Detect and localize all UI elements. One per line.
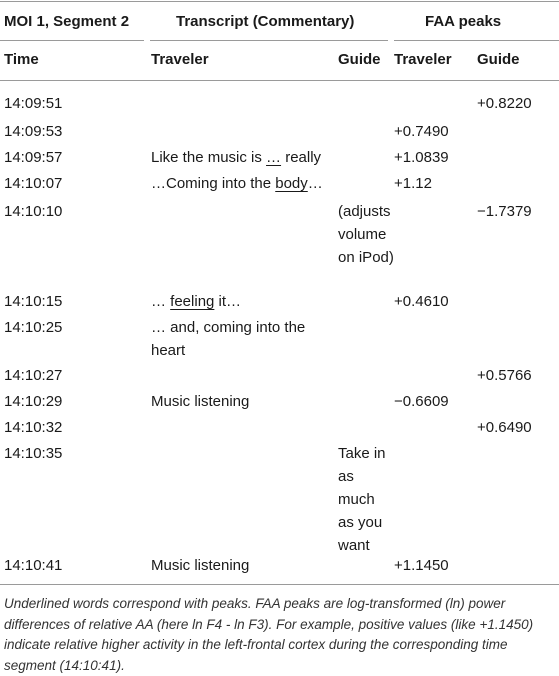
row-time: 14:09:57 bbox=[4, 149, 63, 166]
row-traveler-transcript: Music listening bbox=[151, 393, 250, 410]
row-faa-guide: +0.6490 bbox=[477, 419, 532, 436]
row-guide-transcript: Take in as much as you want bbox=[338, 445, 386, 554]
header-faa-peaks: FAA peaks bbox=[425, 13, 502, 30]
group-rule-middle bbox=[150, 40, 388, 41]
row-time: 14:10:27 bbox=[4, 367, 63, 384]
row-faa-traveler: +1.0839 bbox=[394, 149, 449, 166]
header-moi-segment: MOI 1, Segment 2 bbox=[4, 13, 130, 30]
row-guide-transcript: (adjusts volume on iPod) bbox=[338, 203, 394, 266]
underlined-peak-word: … bbox=[266, 149, 282, 166]
row-faa-traveler: +1.1450 bbox=[394, 557, 449, 574]
header-rule bbox=[0, 80, 559, 81]
row-traveler-transcript: … feeling it… bbox=[151, 293, 242, 310]
subheader-faa-guide: Guide bbox=[477, 51, 520, 68]
top-rule bbox=[0, 1, 559, 2]
row-traveler-transcript: Like the music is … really bbox=[151, 149, 322, 166]
subheader-traveler: Traveler bbox=[151, 51, 209, 68]
group-rule-right bbox=[394, 40, 559, 41]
row-faa-traveler: +0.7490 bbox=[394, 123, 449, 140]
row-time: 14:10:32 bbox=[4, 419, 63, 436]
subheader-faa-traveler: Traveler bbox=[394, 51, 452, 68]
subheader-guide: Guide bbox=[338, 51, 381, 68]
group-rule-left bbox=[0, 40, 144, 41]
row-traveler-transcript: … and, coming into the heart bbox=[151, 319, 306, 359]
header-transcript: Transcript (Commentary) bbox=[176, 13, 355, 30]
table-footnote: Underlined words correspond with peaks. FAA peaks are log-transformed (ln) power differences of relative AA (here ln F4 - ln F3). For example, positive values (like +1.1450) indicate relative higher activity in the left-frontal cortex during the corresponding time segment (14:10:41). bbox=[4, 596, 534, 673]
underlined-peak-word: body bbox=[275, 175, 308, 192]
row-traveler-transcript: …Coming into the body… bbox=[151, 175, 323, 192]
row-time: 14:10:41 bbox=[4, 557, 63, 574]
row-faa-guide: +0.5766 bbox=[477, 367, 532, 384]
row-time: 14:10:10 bbox=[4, 203, 63, 220]
row-faa-guide: +0.8220 bbox=[477, 95, 532, 112]
row-time: 14:10:07 bbox=[4, 175, 63, 192]
row-faa-traveler: +1.12 bbox=[394, 175, 432, 192]
row-faa-traveler: +0.4610 bbox=[394, 293, 449, 310]
row-time: 14:10:35 bbox=[4, 445, 63, 462]
row-time: 14:10:15 bbox=[4, 293, 63, 310]
subheader-time: Time bbox=[4, 51, 39, 68]
row-faa-guide: −1.7379 bbox=[477, 203, 532, 220]
row-traveler-transcript: Music listening bbox=[151, 557, 250, 574]
row-time: 14:10:25 bbox=[4, 319, 63, 336]
underlined-peak-word: feeling bbox=[170, 293, 215, 310]
bottom-rule bbox=[0, 584, 559, 585]
row-time: 14:09:53 bbox=[4, 123, 63, 140]
row-faa-traveler: −0.6609 bbox=[394, 393, 449, 410]
row-time: 14:10:29 bbox=[4, 393, 63, 410]
row-time: 14:09:51 bbox=[4, 95, 63, 112]
